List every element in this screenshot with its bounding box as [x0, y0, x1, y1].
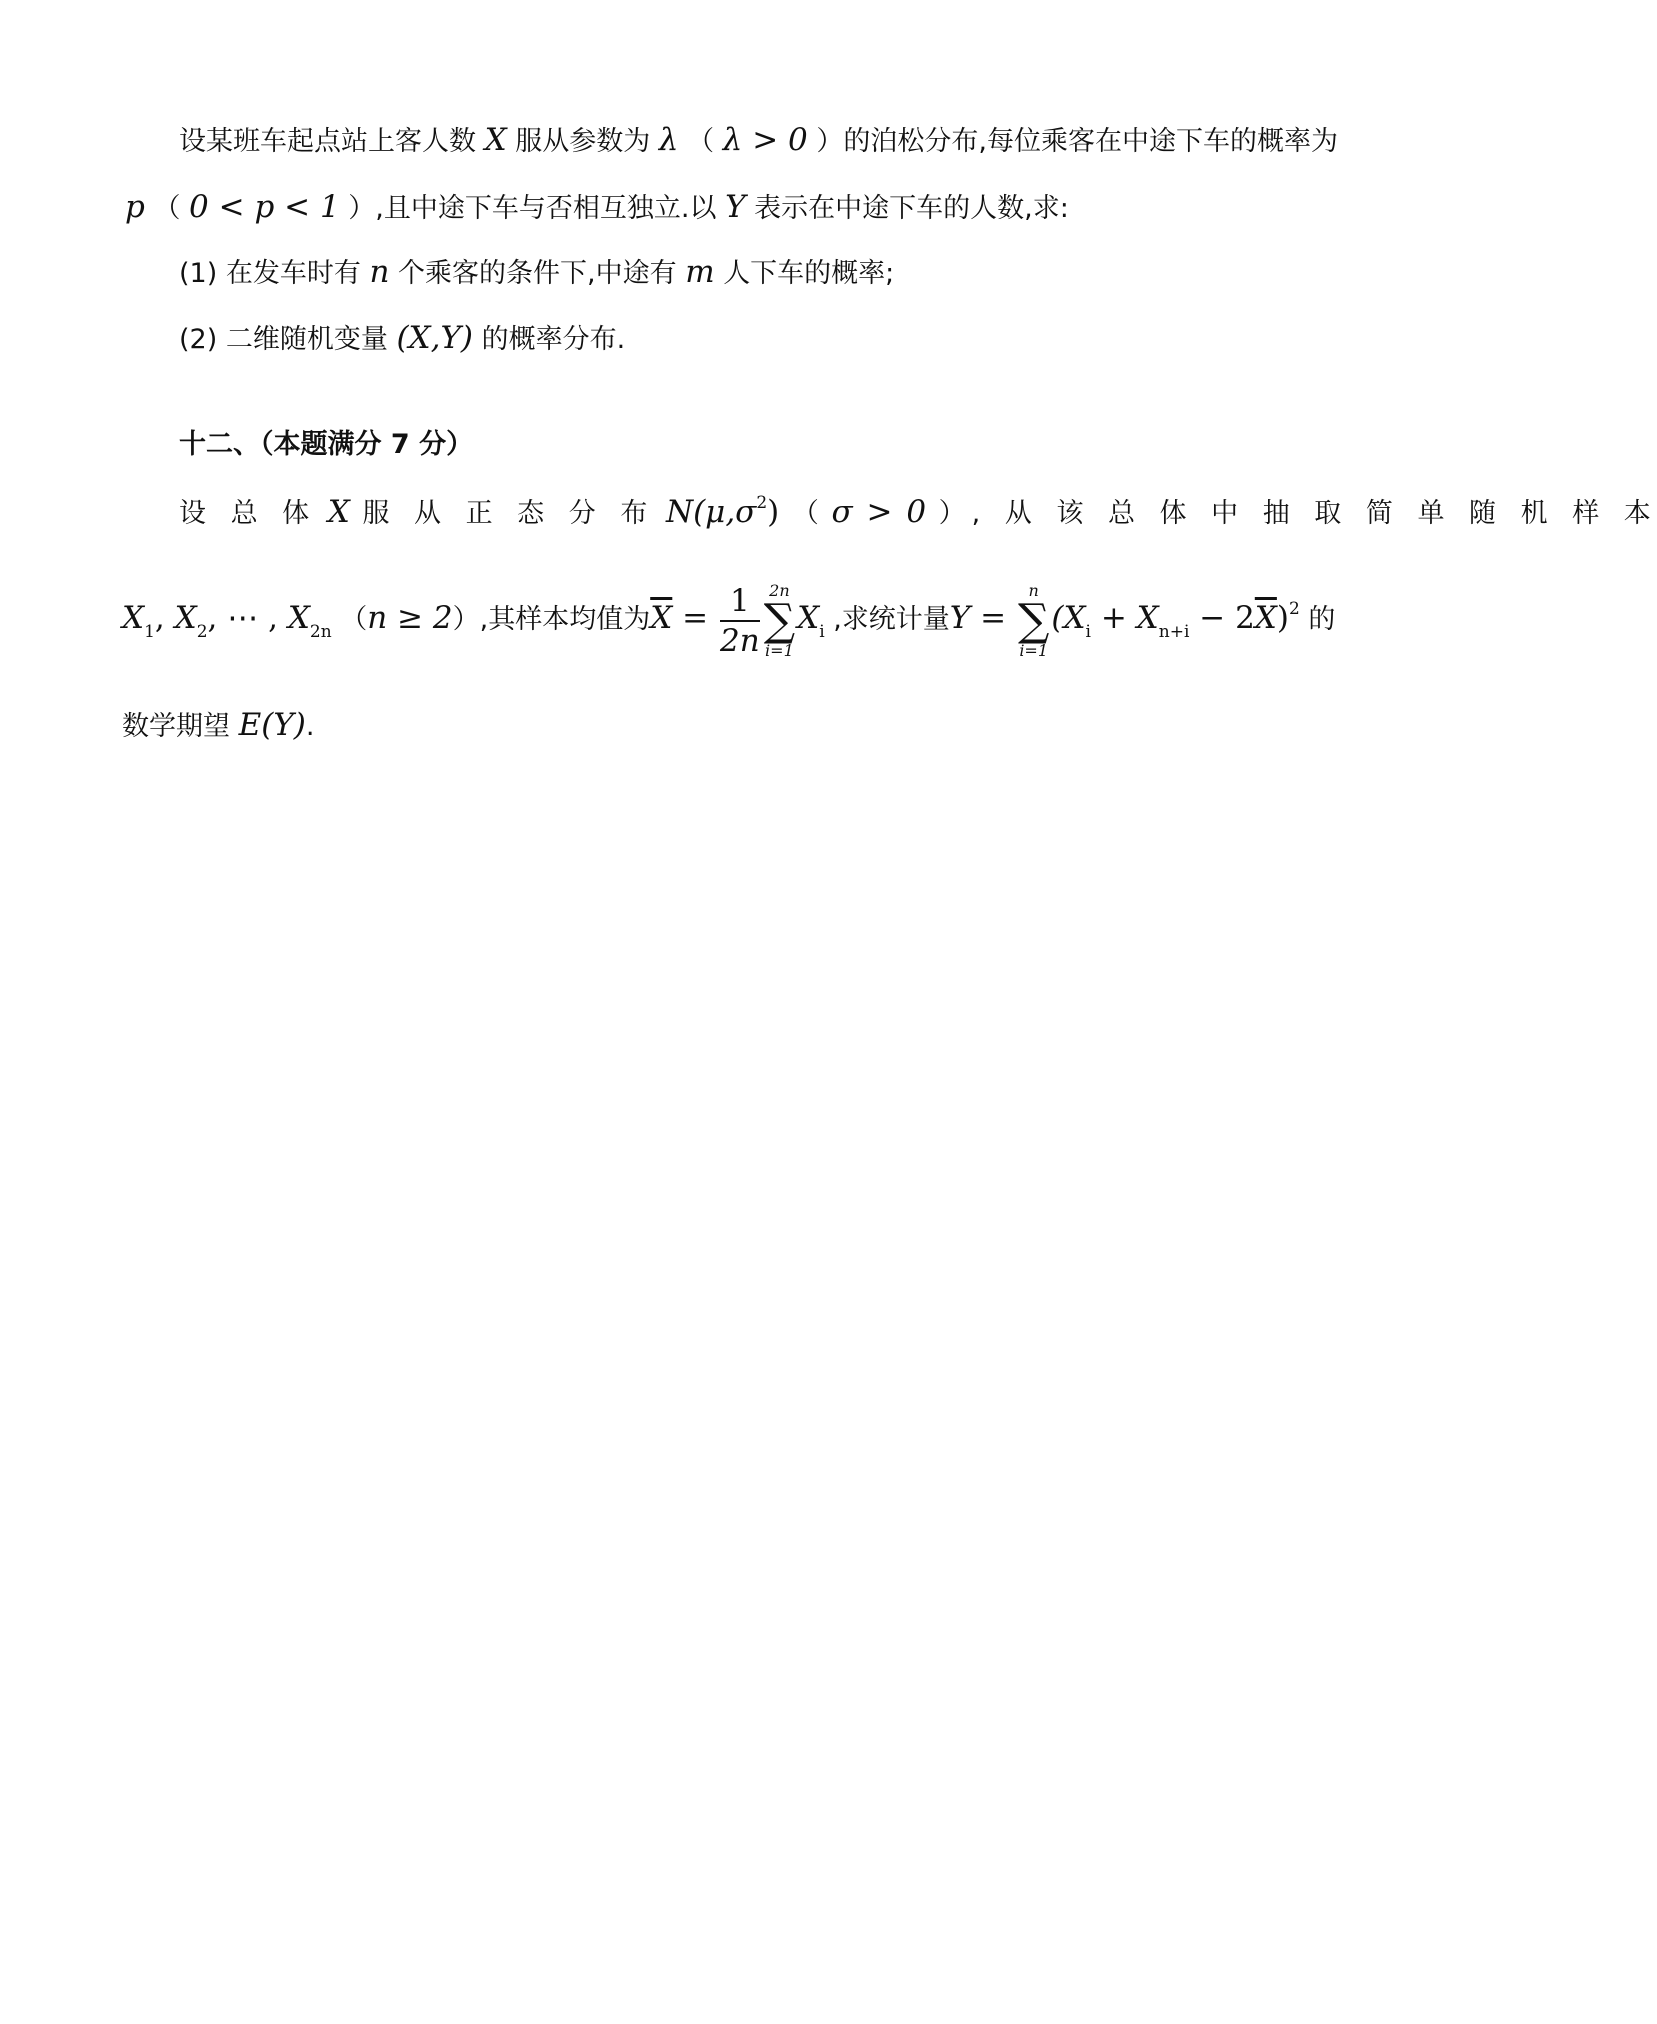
text: . — [305, 711, 315, 742]
text: 设 总 体 — [179, 498, 316, 529]
part-label: (1) — [179, 258, 218, 289]
text: 二维随机变量 — [225, 324, 388, 355]
fraction — [720, 582, 760, 660]
summation-1 — [764, 582, 795, 660]
math-var: X — [174, 600, 197, 636]
problem12-line2 — [122, 570, 1335, 670]
problem12-heading: 十二、（本题满分 7 分） — [179, 429, 474, 460]
summation-2 — [1018, 582, 1049, 660]
text: 表示在中途下车的人数,求: — [754, 193, 1069, 224]
math-var: Y — [725, 189, 746, 225]
math-expr: E(Y) — [238, 707, 306, 743]
sum-lower-limit: i=1 — [1019, 640, 1049, 660]
text: ）,且中途下车与否相互独立.以 — [348, 193, 717, 224]
text: （ — [153, 193, 181, 224]
math-sep: , — [154, 600, 175, 636]
math-var: n — [369, 254, 390, 290]
problem12-line3 — [122, 705, 314, 747]
text: （ — [687, 126, 715, 157]
math-eq: = — [672, 600, 718, 636]
math-minus: − 2 — [1189, 600, 1255, 636]
text: ,求统计量 — [824, 604, 950, 635]
math-var: X — [122, 600, 145, 636]
problem11-part2 — [179, 318, 625, 360]
problem11-line1 — [179, 120, 1338, 162]
subscript: i — [819, 622, 825, 642]
text: 数学期望 — [122, 711, 230, 742]
math-expr: n ≥ 2 — [367, 600, 453, 636]
math-var: X — [484, 122, 507, 158]
problem12-line1 — [179, 492, 1657, 537]
math-N: N(μ,σ — [665, 494, 757, 530]
math-eq: = — [970, 600, 1016, 636]
subscript: i — [1085, 622, 1091, 642]
text: ）,其样本均值为 — [452, 604, 651, 635]
text: ）, 从 该 总 体 中 抽 取 简 单 随 机 样 本 — [938, 498, 1657, 529]
text: （ — [791, 498, 819, 529]
math-var: m — [685, 254, 715, 290]
math-sep: , ⋯ , — [207, 600, 288, 636]
part-label: (2) — [179, 324, 218, 355]
math-paren: ) — [1276, 600, 1289, 636]
subscript: 2 — [196, 622, 208, 642]
math-var: p — [125, 189, 145, 225]
math-var: X — [287, 600, 310, 636]
text: （ — [340, 604, 368, 635]
math-xbar: $\overline{X}$ — [1254, 600, 1277, 636]
sigma-symbol: ∑ — [1017, 594, 1050, 646]
sum-upper-limit: 2n — [769, 580, 790, 600]
math-expr: (X — [1051, 600, 1086, 636]
text: ）的泊松分布,每位乘客在中途下车的概率为 — [816, 126, 1338, 157]
text: 服从参数为 — [515, 126, 651, 157]
text: 在发车时有 — [225, 258, 361, 289]
math-var: λ — [658, 122, 679, 158]
text: 服 从 正 态 分 布 — [362, 498, 654, 529]
superscript: 2 — [1288, 599, 1300, 619]
math-paren: ) — [767, 494, 780, 530]
text: 人下车的概率; — [723, 258, 895, 289]
math-expr: λ > 0 — [722, 122, 808, 158]
fraction-denominator: 2n — [719, 622, 760, 659]
problem11-part1 — [179, 252, 894, 294]
math-var: X — [327, 494, 350, 530]
text: 的 — [1299, 604, 1336, 635]
sum-lower-limit: i=1 — [765, 640, 794, 660]
problem11-line2 — [125, 187, 1069, 229]
math-expr: (X,Y) — [396, 320, 474, 356]
fraction-numerator: 1 — [720, 582, 760, 622]
text: 设某班车起点站上客人数 — [179, 126, 476, 157]
math-xbar: $\overline{X}$ — [650, 600, 673, 636]
superscript: 2 — [756, 493, 768, 513]
sigma-symbol: ∑ — [763, 594, 796, 646]
subscript: 1 — [144, 622, 155, 642]
math-var: X — [797, 600, 820, 636]
sum-upper-limit: n — [1028, 580, 1039, 600]
subscript: 2n — [309, 622, 332, 642]
text: 个乘客的条件下,中途有 — [398, 258, 677, 289]
math-var: Y — [949, 600, 971, 636]
math-expr: + X — [1090, 600, 1159, 636]
text: 的概率分布. — [481, 324, 626, 355]
math-expr: 0 < p < 1 — [189, 189, 340, 225]
math-expr: σ > 0 — [831, 494, 927, 530]
subscript: n+i — [1158, 622, 1190, 642]
